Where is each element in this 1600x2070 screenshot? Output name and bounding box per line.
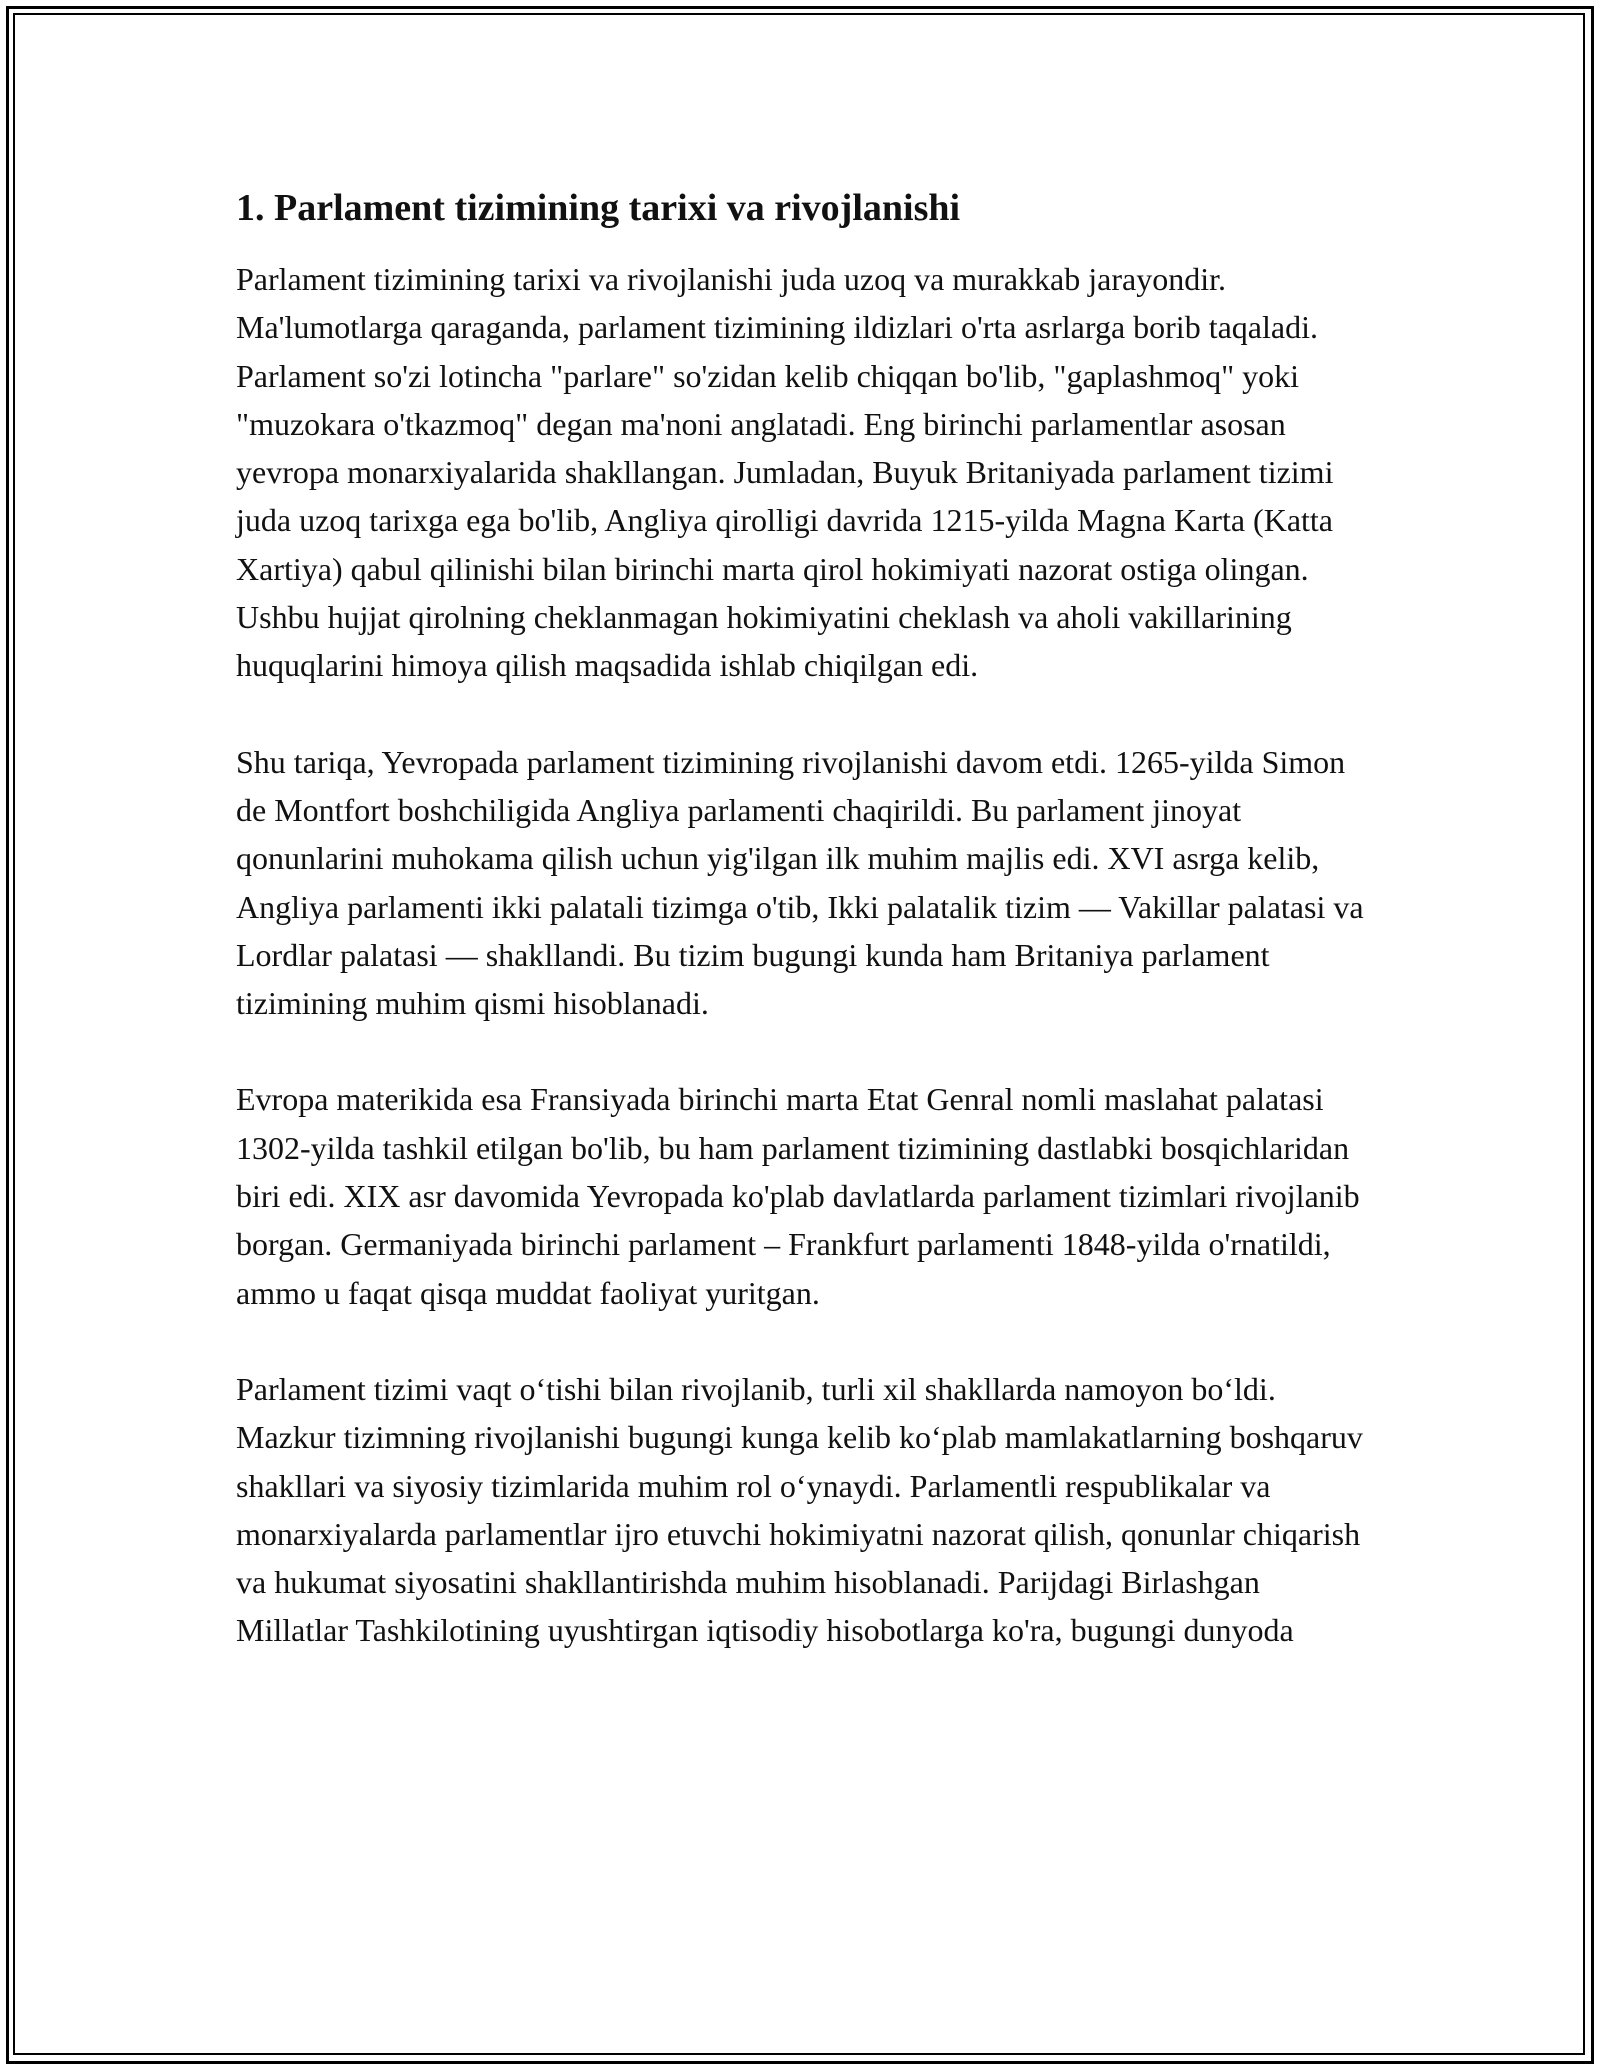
paragraph-2: Shu tariqa, Yevropada parlament tizimining rivojlanishi davom etdi. 1265-yilda Simon de Montfort boshchiligida Angliya parlamenti chaqirildi. Bu parlament jinoyat qonunlarini muhokama qilish uchun yig'ilgan ilk muhim majlis edi. XVI asrga kelib, Angliya parlamenti ikki palatali tizimga o'tib, Ikki palatalik tizim — Vakillar palatasi va Lordlar palatasi — shakllandi. Bu tizim bugungi kunda ham Britaniya parlament tizimining muhim qismi hisoblanadi. <box>236 743 1364 1022</box>
paragraph-1: Parlament tizimining tarixi va rivojlanishi juda uzoq va murakkab jarayondir. Ma'lumotlarga qaraganda, parlament tizimining ildizlari o'rta asrlarga borib taqaladi. Parlament so'zi lotincha "parlare" so'zidan kelib chiqqan bo'lib, "gaplashmoq" yoki "muzokara o'tkazmoq" degan ma'noni anglatadi. Eng birinchi parlamentlar asosan yevropa monarxiyalarida shakllangan. Jumladan, Buyuk Britaniyada parlament tizimi juda uzoq tarixga ega bo'lib, Angliya qirolligi davrida 1215-yilda Magna Karta (Katta Xartiya) qabul qilinishi bilan birinchi marta qirol hokimiyati nazorat ostiga olingan. Ushbu hujjat qirolning cheklanmagan hokimiyatini cheklash va aholi vakillarining huquqlarini himoya qilish maqsadida ishlab chiqilgan edi. <box>236 261 1334 684</box>
section-heading: 1. Parlament tizimining tarixi va rivojlanishi <box>236 187 961 229</box>
paragraph-3: Evropa materikida esa Fransiyada birinchi marta Etat Genral nomli maslahat palatasi 1302-yilda tashkil etilgan bo'lib, bu ham parlament tizimining dastlabki bosqichlaridan biri edi. XIX asr davomida Yevropada ko'plab davlatlarda parlament tizimlari rivojlanib borgan. Germaniyada birinchi parlament – Frankfurt parlamenti 1848-yilda o'rnatildi, ammo u faqat qisqa muddat faoliyat yuritgan. <box>236 1081 1360 1311</box>
document-body <box>236 184 1376 1703</box>
paragraph-4: Parlament tizimi vaqt oʻtishi bilan rivojlanib, turli xil shakllarda namoyon boʻldi. Mazkur tizimning rivojlanishi bugungi kunga kelib koʻplab mamlakatlarning boshqaruv shakllari va siyosiy tizimlarida muhim rol oʻynaydi. Parlamentli respublikalar va monarxiyalarda parlamentlar ijro etuvchi hokimiyatni nazorat qilish, qonunlar chiqarish va hukumat siyosatini shakllantirishda muhim hisoblanadi. Parijdagi Birlashgan Millatlar Tashkilotining uyushtirgan iqtisodiy hisobotlarga ko'ra, bugungi dunyoda <box>236 1370 1363 1649</box>
